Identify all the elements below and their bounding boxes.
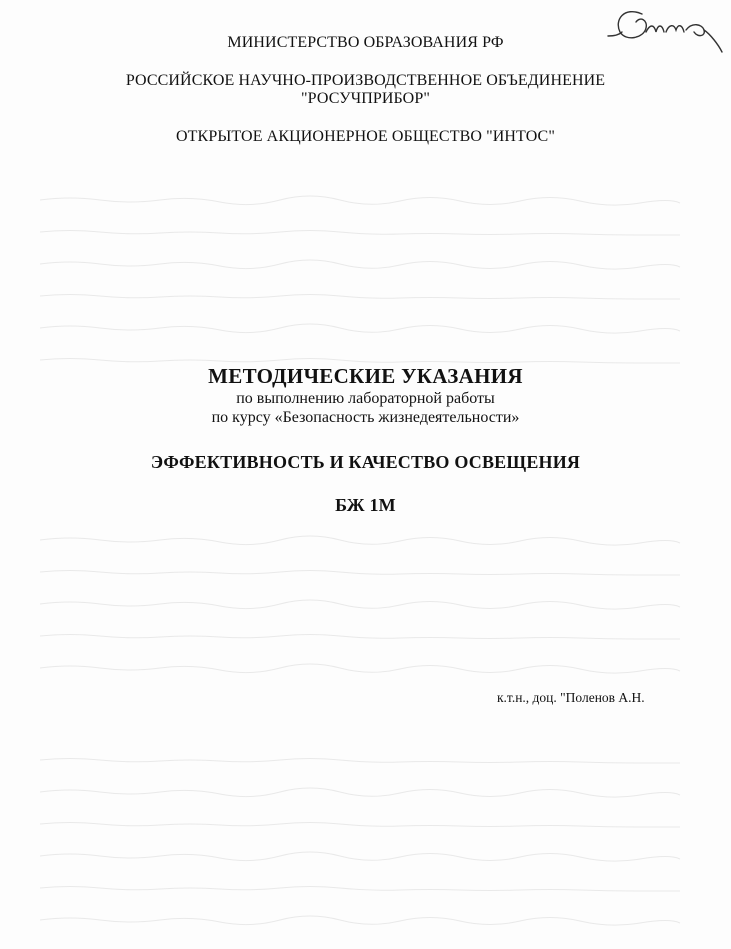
ministry-heading: МИНИСТЕРСТВО ОБРАЗОВАНИЯ РФ — [227, 34, 504, 51]
author-credit: к.т.н., доц. "Поленов А.Н. — [497, 690, 645, 705]
document-code: БЖ 1М — [335, 495, 396, 515]
document-title: МЕТОДИЧЕСКИЕ УКАЗАНИЯ — [208, 364, 523, 388]
association-heading-line1: РОССИЙСКОЕ НАУЧНО-ПРОИЗВОДСТВЕННОЕ ОБЪЕДИНЕНИЕ — [125, 72, 606, 89]
company-heading: ОТКРЫТОЕ АКЦИОНЕРНОЕ ОБЩЕСТВО "ИНТОС" — [176, 128, 555, 145]
subtitle-line2: по курсу «Безопасность жизнедеятельности» — [211, 409, 520, 426]
subtitle-line1: по выполнению лабораторной работы — [236, 390, 495, 407]
association-heading-line2: "РОСУЧПРИБОР" — [301, 90, 430, 107]
topic-title: ЭФФЕКТИВНОСТЬ И КАЧЕСТВО ОСВЕЩЕНИЯ — [150, 452, 581, 472]
